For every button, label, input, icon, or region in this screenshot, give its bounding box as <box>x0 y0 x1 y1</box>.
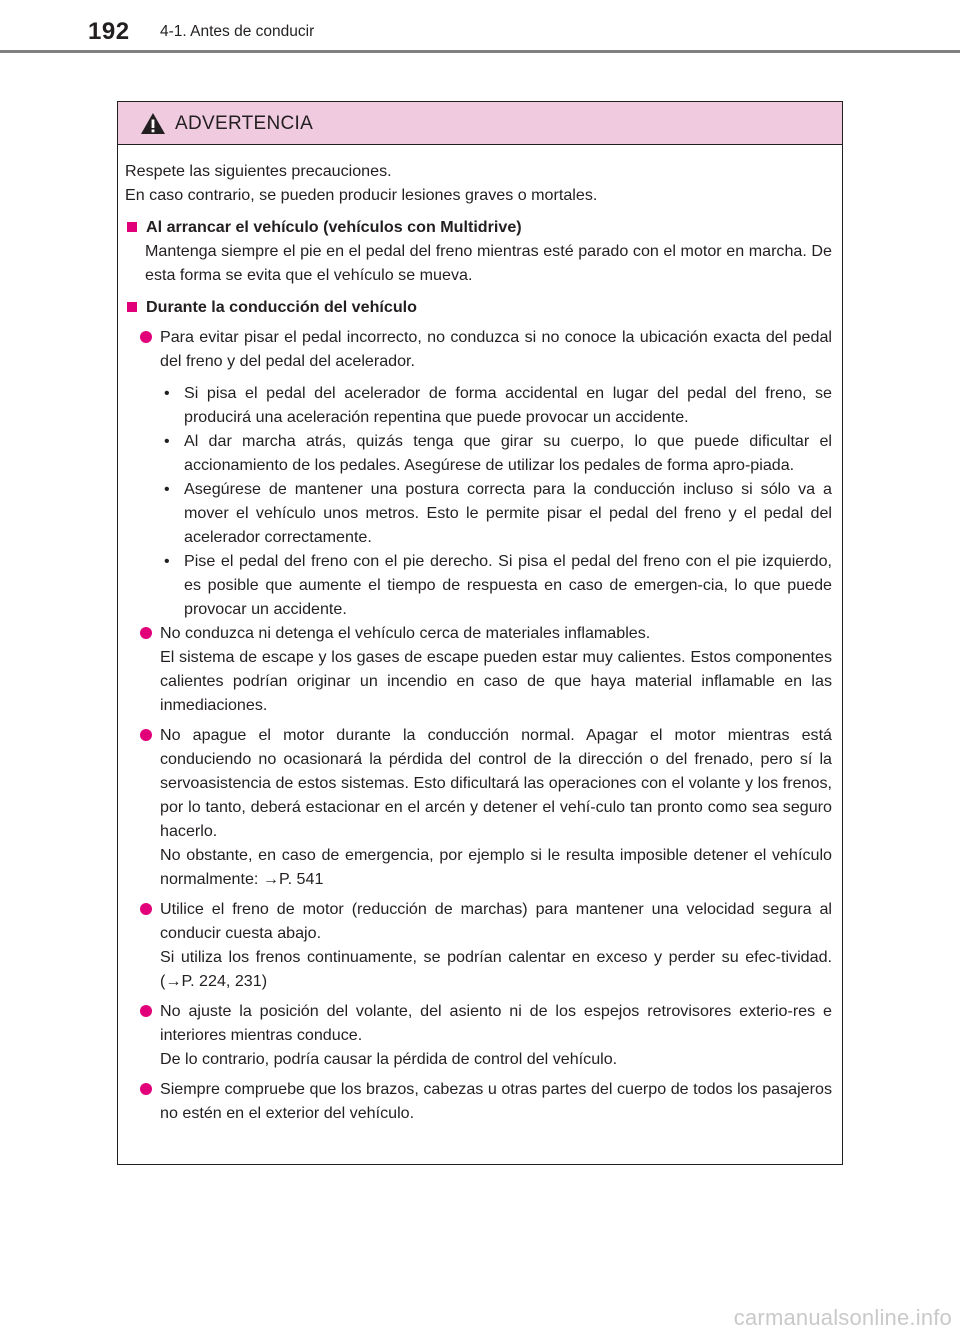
sub-item-text: Al dar marcha atrás, quizás tenga que girar su cuerpo, lo que puede dificultar el accionamiento de los pedales. Asegúrese de utilizar los pedales de forma apro-piada. <box>184 432 832 474</box>
bullet-text <box>160 325 832 373</box>
intro-line: En caso contrario, se pueden producir lesiones graves o mortales. <box>125 186 598 204</box>
sub-bullet-mark: • <box>164 432 170 450</box>
section-title: 4-1. Antes de conducir <box>160 23 315 40</box>
section-heading <box>125 215 832 239</box>
bullet-paragraph: Siempre compruebe que los brazos, cabezas u otras partes del cuerpo de todos los pasajeros no estén en el exterior del vehículo. <box>160 1080 832 1122</box>
watermark: carmanualsonline.info <box>733 1305 952 1330</box>
bullet-item <box>125 999 832 1071</box>
sub-bullet-mark: • <box>164 480 170 498</box>
circle-bullet-icon <box>140 1083 152 1095</box>
warning-title: ADVERTENCIA <box>175 113 314 134</box>
section-heading-text: Durante la conducción del vehículo <box>146 298 417 316</box>
warning-triangle-icon <box>140 112 166 135</box>
bullet-paragraph: Si utiliza los frenos continuamente, se podrían calentar en exceso y perder su efec-tividad. (→P. 224, 231) <box>160 948 832 990</box>
section-heading <box>125 295 832 319</box>
intro-line: Respete las siguientes precauciones. <box>125 162 392 180</box>
square-bullet-icon <box>127 302 137 312</box>
sub-item-text: Si pisa el pedal del acelerador de forma accidental en lugar del pedal del freno, se producirá una aceleración repentina que puede provocar un accidente. <box>184 384 832 426</box>
bullet-text <box>160 723 832 891</box>
bullet-paragraph: No apague el motor durante la conducción normal. Apagar el motor mientras está conduciendo no ocasionará la pérdida del control de la dirección o del frenado, pero sí la servoasistencia de estos sistemas. Esto dificultará las operaciones con el volante y los frenos, por lo tanto, deberá estacionar en el arcén y detener el vehí-culo tan pronto como sea seguro hacerlo. <box>160 726 832 840</box>
sub-bullet-mark: • <box>164 384 170 402</box>
bullet-text <box>160 1077 832 1125</box>
sub-item-text: Pise el pedal del freno con el pie derecho. Si pisa el pedal del freno con el pie izquierdo, es posible que aumente el tiempo de respuesta en caso de emergen-cia, lo que puede provocar un accidente. <box>184 552 832 618</box>
header-rule <box>0 50 960 53</box>
bullet-item <box>125 621 832 717</box>
sub-item <box>161 429 832 477</box>
bullet-text <box>160 999 832 1071</box>
warning-box <box>117 101 843 1165</box>
section-heading-text: Al arrancar el vehículo (vehículos con Multidrive) <box>146 218 522 236</box>
bullet-text <box>160 897 832 993</box>
bullet-paragraph: No obstante, en caso de emergencia, por ejemplo si le resulta imposible detener el vehículo normalmente: →P. 541 <box>160 846 832 888</box>
bullet-paragraph: Para evitar pisar el pedal incorrecto, no conduzca si no conoce la ubicación exacta del pedal del freno y del pedal del acelerador. <box>160 328 832 370</box>
bullet-item <box>125 897 832 993</box>
bullet-paragraph: De lo contrario, podría causar la pérdida de control del vehículo. <box>160 1050 618 1068</box>
square-bullet-icon <box>127 222 137 232</box>
circle-bullet-icon <box>140 903 152 915</box>
bullet-text <box>160 621 832 717</box>
warning-box-header <box>118 102 842 145</box>
circle-bullet-icon <box>140 729 152 741</box>
bullet-paragraph: El sistema de escape y los gases de escape pueden estar muy calientes. Estos componentes calientes podrían originar un incendio en caso de que haya material inflamable en las inmediaciones. <box>160 648 832 714</box>
page-number: 192 <box>88 18 130 45</box>
bullet-item <box>125 325 832 373</box>
circle-bullet-icon <box>140 1005 152 1017</box>
sub-item <box>161 477 832 549</box>
sub-item-text: Asegúrese de mantener una postura correcta para la conducción incluso si sólo va a mover el vehículo unos metros. Esto le permite pisar el pedal del freno y el pedal del acelerador correctamente. <box>184 480 832 546</box>
bullet-item <box>125 723 832 891</box>
bullet-paragraph: No conduzca ni detenga el vehículo cerca de materiales inflamables. <box>160 624 651 642</box>
bullet-item <box>125 1077 832 1125</box>
circle-bullet-icon <box>140 331 152 343</box>
section-text: Mantenga siempre el pie en el pedal del freno mientras esté parado con el motor en marcha. De esta forma se evita que el vehículo se mueva. <box>145 242 832 284</box>
warning-content <box>125 159 832 1125</box>
sub-item <box>161 381 832 429</box>
sub-item <box>161 549 832 621</box>
sub-bullet-mark: • <box>164 552 170 570</box>
circle-bullet-icon <box>140 627 152 639</box>
bullet-paragraph: Utilice el freno de motor (reducción de marchas) para mantener una velocidad segura al conducir cuesta abajo. <box>160 900 832 942</box>
bullet-paragraph: No ajuste la posición del volante, del asiento ni de los espejos retrovisores exterio-res e interiores mientras conduce. <box>160 1002 832 1044</box>
